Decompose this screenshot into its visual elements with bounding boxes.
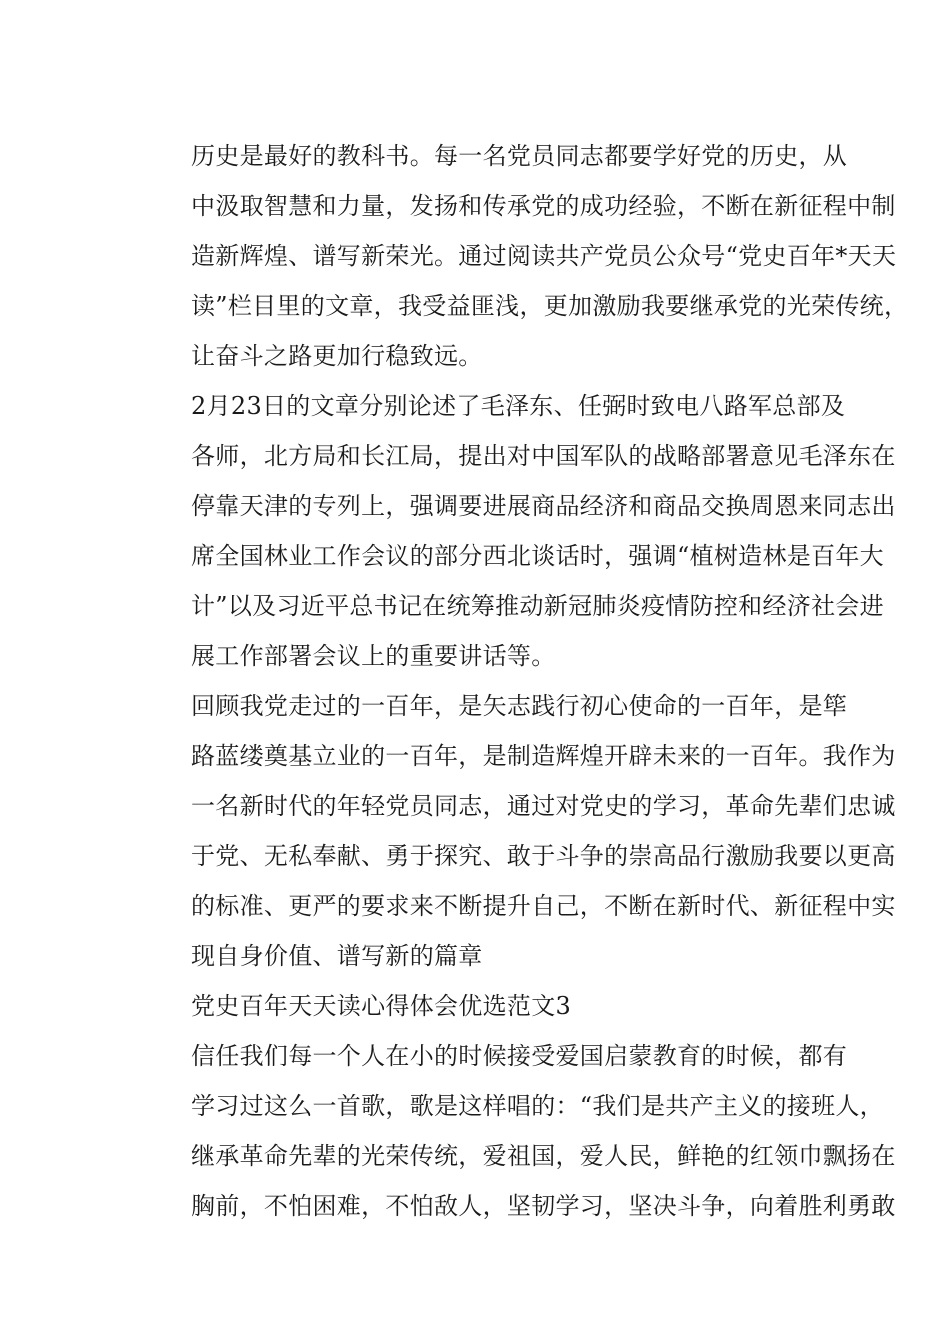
paragraph-1 bbox=[143, 131, 909, 381]
text-line: 让奋斗之路更加行稳致远。 bbox=[191, 342, 483, 370]
text-line: 一名新时代的年轻党员同志，通过对党史的学习，革命先辈们忠诚 bbox=[191, 792, 896, 820]
text-line: 于党、无私奉献、勇于探究、敢于斗争的崇高品行激励我要以更高 bbox=[191, 842, 896, 870]
text-line: 回顾我党走过的一百年，是矢志践行初心使命的一百年，是筚 bbox=[191, 692, 848, 720]
paragraph-3 bbox=[143, 681, 896, 981]
text-line: 计”以及习近平总书记在统筹推动新冠肺炎疫情防控和经济社会进 bbox=[191, 592, 884, 620]
text-line: 胸前，不怕困难，不怕敌人，坚韧学习，坚决斗争，向着胜利勇敢 bbox=[191, 1192, 896, 1220]
text-line: 学习过这么一首歌，歌是这样唱的：“我们是共产主义的接班人， bbox=[191, 1092, 884, 1120]
text-line: 读”栏目里的文章，我受益匪浅，更加激励我要继承党的光荣传统， bbox=[191, 292, 909, 320]
paragraph-2 bbox=[143, 381, 896, 681]
text-line: 历史是最好的教科书。每一名党员同志都要学好党的历史，从 bbox=[191, 142, 848, 170]
text-line: 路蓝缕奠基立业的一百年，是制造辉煌开辟未来的一百年。我作为 bbox=[191, 742, 896, 770]
text-line: 展工作部署会议上的重要讲话等。 bbox=[191, 642, 556, 670]
heading-text: 党史百年天天读心得体会优选范文3 bbox=[191, 992, 572, 1020]
text-line: 停靠天津的专列上，强调要进展商品经济和商品交换周恩来同志出 bbox=[191, 492, 896, 520]
text-line: 现自身价值、谱写新的篇章 bbox=[191, 942, 483, 970]
text-line: 造新辉煌、谱写新荣光。通过阅读共产党员公众号“党史百年*天天 bbox=[191, 242, 897, 270]
text-line: 席全国林业工作会议的部分西北谈话时，强调“植树造林是百年大 bbox=[191, 542, 884, 570]
text-line: 信任我们每一个人在小的时候接受爱国启蒙教育的时候，都有 bbox=[191, 1042, 848, 1070]
text-line: 各师，北方局和长江局，提出对中国军队的战略部署意见毛泽东在 bbox=[191, 442, 896, 470]
document-body bbox=[143, 131, 909, 1231]
section-heading bbox=[143, 981, 823, 1031]
text-line: 的标准、更严的要求来不断提升自己，不断在新时代、新征程中实 bbox=[191, 892, 896, 920]
text-line: 继承革命先辈的光荣传统，爱祖国，爱人民，鲜艳的红领巾飘扬在 bbox=[191, 1142, 896, 1170]
text-line: 中汲取智慧和力量，发扬和传承党的成功经验，不断在新征程中制 bbox=[191, 192, 896, 220]
paragraph-4 bbox=[143, 1031, 896, 1231]
text-line: 2月23日的文章分别论述了毛泽东、任弼时致电八路军总部及 bbox=[191, 392, 846, 420]
